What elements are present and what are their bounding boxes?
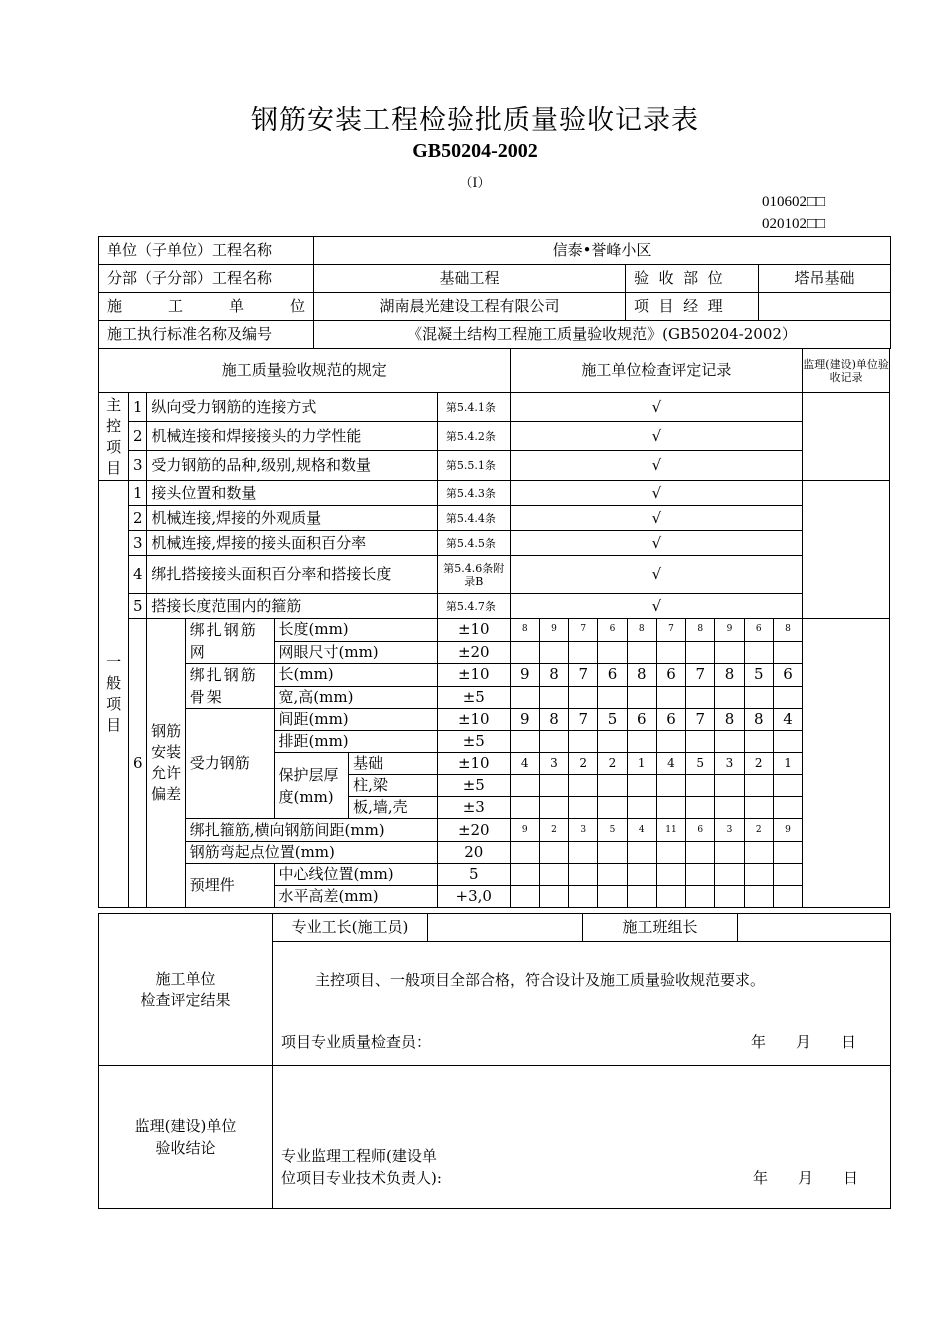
measured-value: 8 xyxy=(686,619,715,642)
measured-value xyxy=(744,641,773,664)
measured-value xyxy=(656,797,685,819)
tolerance-label: 钢筋安装允许偏差 xyxy=(147,619,185,908)
measured-value xyxy=(627,842,656,864)
measured-value xyxy=(510,641,539,664)
tol-value: ±20 xyxy=(437,819,510,842)
measured-value xyxy=(627,641,656,664)
measured-value xyxy=(686,686,715,709)
supervisor-header: 监理(建设)单位验收记录 xyxy=(803,349,890,393)
measured-value xyxy=(627,886,656,908)
measured-value xyxy=(656,864,685,886)
general-item-result: √ xyxy=(510,481,803,506)
measured-value: 7 xyxy=(656,619,685,642)
main-item-clause: 第5.5.1条 xyxy=(437,451,510,481)
tol-item-name: 长度(mm) xyxy=(274,619,437,642)
measured-value xyxy=(598,641,627,664)
measured-value: 1 xyxy=(773,753,802,775)
measured-value xyxy=(539,775,568,797)
measured-value: 8 xyxy=(539,664,568,687)
measured-value xyxy=(715,864,744,886)
measured-value xyxy=(656,731,685,753)
measured-value: 9 xyxy=(510,709,539,731)
measured-value xyxy=(598,864,627,886)
measured-value xyxy=(686,731,715,753)
mesh-group-label: 绑扎钢筋网 xyxy=(185,619,274,664)
measured-value xyxy=(715,731,744,753)
supervisor-date: 年 月 日 xyxy=(753,1169,859,1187)
cover-group-label: 保护层厚度(mm) xyxy=(274,753,349,819)
measured-value xyxy=(656,686,685,709)
tol-value: 20 xyxy=(437,842,510,864)
general-items-label: 一般项目 xyxy=(99,481,129,908)
tol-item-name: 绑扎箍筋,横向钢筋间距(mm) xyxy=(185,819,437,842)
measured-value: 7 xyxy=(686,709,715,731)
measured-value xyxy=(569,775,598,797)
measured-value xyxy=(569,686,598,709)
foreman-value xyxy=(428,914,583,942)
measured-value xyxy=(598,731,627,753)
measured-value: 9 xyxy=(539,619,568,642)
measured-value xyxy=(686,886,715,908)
measured-value xyxy=(744,775,773,797)
measured-value xyxy=(539,886,568,908)
tol-value: ±10 xyxy=(437,664,510,687)
measured-value xyxy=(539,842,568,864)
general-item-result: √ xyxy=(510,531,803,556)
measured-value: 5 xyxy=(598,819,627,842)
measured-value xyxy=(510,731,539,753)
general-item-result: √ xyxy=(510,506,803,531)
general-item-name: 接头位置和数量 xyxy=(147,481,438,506)
tol-value: ±20 xyxy=(437,641,510,664)
measured-value: 2 xyxy=(744,753,773,775)
measured-value: 2 xyxy=(569,753,598,775)
general-item-result: √ xyxy=(510,556,803,594)
measured-value: 3 xyxy=(715,819,744,842)
measured-value xyxy=(569,797,598,819)
part-value: 塔吊基础 xyxy=(759,265,891,293)
contractor-conclusion: 主控项目、一般项目全部合格，符合设计及施工质量验收规范要求。 xyxy=(315,971,766,989)
measured-value xyxy=(656,641,685,664)
measured-value xyxy=(510,842,539,864)
measured-value: 4 xyxy=(627,819,656,842)
contractor-result-line2: 检查评定结果 xyxy=(140,990,231,1009)
measured-value: 6 xyxy=(773,664,802,687)
general-item-clause: 第5.4.6条附录B xyxy=(437,556,510,594)
tol-value: ±10 xyxy=(437,619,510,642)
measured-value xyxy=(686,864,715,886)
main-item-clause: 第5.4.1条 xyxy=(437,393,510,422)
measured-value: 7 xyxy=(569,619,598,642)
measured-value: 4 xyxy=(510,753,539,775)
measured-value xyxy=(627,686,656,709)
tol-item-name: 板,墙,壳 xyxy=(349,797,438,819)
measured-value xyxy=(686,842,715,864)
measured-value xyxy=(773,775,802,797)
measured-value xyxy=(773,797,802,819)
contractor-result-line1: 施工单位 xyxy=(155,969,216,988)
measured-value xyxy=(539,797,568,819)
measured-value xyxy=(598,797,627,819)
measured-value xyxy=(510,886,539,908)
measured-value: 4 xyxy=(773,709,802,731)
general-item-name: 机械连接,焊接的外观质量 xyxy=(147,506,438,531)
main-item-name: 纵向受力钢筋的连接方式 xyxy=(147,393,438,422)
form-number: （Ⅰ） xyxy=(459,176,491,191)
measured-value xyxy=(627,731,656,753)
tol-value: ±5 xyxy=(437,775,510,797)
main-item-result: √ xyxy=(510,393,803,422)
contractor-value: 湖南晨光建设工程有限公司 xyxy=(314,293,626,321)
result-table xyxy=(98,913,891,1209)
measured-value: 6 xyxy=(656,709,685,731)
main-item-name: 机械连接和焊接接头的力学性能 xyxy=(147,422,438,451)
tol-value: 5 xyxy=(437,864,510,886)
measured-value xyxy=(715,775,744,797)
main-item-no: 2 xyxy=(129,422,147,451)
tol-item-name: 间距(mm) xyxy=(274,709,437,731)
rebar-group-label: 受力钢筋 xyxy=(185,709,274,819)
part-label: 验 收 部 位 xyxy=(626,265,759,293)
code-line-1: 010602□□ xyxy=(762,194,826,210)
tol-item-name: 钢筋弯起点位置(mm) xyxy=(185,842,437,864)
main-item-result: √ xyxy=(510,422,803,451)
general-item-no: 5 xyxy=(129,594,147,619)
tol-item-name: 基础 xyxy=(349,753,438,775)
measured-value xyxy=(539,864,568,886)
measured-value: 2 xyxy=(539,819,568,842)
tol-value: ±10 xyxy=(437,753,510,775)
contractor-label: 施 工 单 位 xyxy=(107,297,305,315)
general-item-no: 4 xyxy=(129,556,147,594)
tol-value: ±10 xyxy=(437,709,510,731)
main-item-result: √ xyxy=(510,451,803,481)
inspection-table xyxy=(98,348,890,908)
measured-value xyxy=(715,886,744,908)
measured-value xyxy=(569,842,598,864)
general-item-clause: 第5.4.5条 xyxy=(437,531,510,556)
measured-value xyxy=(539,731,568,753)
code-line-2: 020102□□ xyxy=(762,216,826,232)
measured-value xyxy=(715,686,744,709)
measured-value xyxy=(773,842,802,864)
tol-item-name: 排距(mm) xyxy=(274,731,437,753)
unit-name-value: 信泰•誉峰小区 xyxy=(314,237,891,265)
manager-value xyxy=(759,293,891,321)
general-item-name: 机械连接,焊接的接头面积百分率 xyxy=(147,531,438,556)
general-item-no: 3 xyxy=(129,531,147,556)
form-title: 钢筋安装工程检验批质量验收记录表 xyxy=(251,105,699,136)
measured-value: 9 xyxy=(510,664,539,687)
supervisor-result-label xyxy=(99,1066,273,1209)
team-leader-value xyxy=(738,914,891,942)
main-item-no: 3 xyxy=(129,451,147,481)
measured-value: 3 xyxy=(715,753,744,775)
measured-value xyxy=(744,731,773,753)
supervisor-result-line2: 验收结论 xyxy=(155,1139,216,1157)
tolerance-supervisor-cell xyxy=(803,619,890,908)
measured-value: 5 xyxy=(686,753,715,775)
general-item-result: √ xyxy=(510,594,803,619)
foreman-label: 专业工长(施工员) xyxy=(273,914,428,942)
measured-value: 11 xyxy=(656,819,685,842)
measured-value: 5 xyxy=(598,709,627,731)
measured-value xyxy=(510,686,539,709)
measured-value xyxy=(686,797,715,819)
measured-value xyxy=(539,641,568,664)
general-item-no: 2 xyxy=(129,506,147,531)
measured-value: 6 xyxy=(656,664,685,687)
record-header: 施工单位检查评定记录 xyxy=(510,349,803,393)
measured-value xyxy=(686,775,715,797)
measured-value: 2 xyxy=(744,819,773,842)
measured-value xyxy=(773,886,802,908)
measured-value: 8 xyxy=(715,664,744,687)
standard-value: 《混凝土结构工程施工质量验收规范》(GB50204-2002） xyxy=(314,321,891,349)
measured-value: 8 xyxy=(539,709,568,731)
general-item-no: 1 xyxy=(129,481,147,506)
measured-value: 6 xyxy=(598,664,627,687)
measured-value: 6 xyxy=(627,709,656,731)
measured-value xyxy=(686,641,715,664)
unit-name-label: 单位（子单位）工程名称 xyxy=(99,237,314,265)
measured-value: 4 xyxy=(656,753,685,775)
tol-value: ±3 xyxy=(437,797,510,819)
measured-value: 1 xyxy=(627,753,656,775)
measured-value xyxy=(627,775,656,797)
measured-value xyxy=(715,641,744,664)
measured-value xyxy=(656,775,685,797)
standard-code: GB50204-2002 xyxy=(412,140,538,162)
supervisor-result-body xyxy=(273,1066,891,1209)
team-leader-label: 施工班组长 xyxy=(583,914,738,942)
manager-label: 项 目 经 理 xyxy=(626,293,759,321)
measured-value xyxy=(773,686,802,709)
measured-value: 9 xyxy=(715,619,744,642)
measured-value: 8 xyxy=(715,709,744,731)
tol-value: ±5 xyxy=(437,731,510,753)
supervisor-result-line1: 监理(建设)单位 xyxy=(134,1117,237,1135)
measured-value xyxy=(598,886,627,908)
measured-value xyxy=(744,842,773,864)
measured-value xyxy=(744,864,773,886)
measured-value xyxy=(656,842,685,864)
measured-value: 7 xyxy=(569,664,598,687)
contractor-result-label xyxy=(99,914,273,1066)
tol-item-name: 中心线位置(mm) xyxy=(274,864,437,886)
measured-value xyxy=(598,775,627,797)
tol-value: ±5 xyxy=(437,686,510,709)
measured-value xyxy=(744,797,773,819)
tol-value: +3,0 xyxy=(437,886,510,908)
measured-value: 2 xyxy=(598,753,627,775)
measured-value: 8 xyxy=(744,709,773,731)
sub-name-label: 分部（子分部）工程名称 xyxy=(99,265,314,293)
measured-value xyxy=(627,864,656,886)
measured-value: 6 xyxy=(686,819,715,842)
spec-header: 施工质量验收规范的规定 xyxy=(99,349,511,393)
measured-value xyxy=(773,641,802,664)
measured-value xyxy=(773,864,802,886)
measured-value: 8 xyxy=(773,619,802,642)
measured-value: 7 xyxy=(569,709,598,731)
measured-value: 9 xyxy=(773,819,802,842)
general-item-clause: 第5.4.3条 xyxy=(437,481,510,506)
supervisor-engineer-line2: 位项目专业技术负责人): xyxy=(281,1169,442,1187)
tol-item-name: 网眼尺寸(mm) xyxy=(274,641,437,664)
general-item-clause: 第5.4.7条 xyxy=(437,594,510,619)
contractor-date: 年 月 日 xyxy=(751,1033,857,1051)
measured-value xyxy=(569,731,598,753)
tol-item-name: 水平高差(mm) xyxy=(274,886,437,908)
header-table xyxy=(98,236,891,349)
main-supervisor-cell xyxy=(803,393,890,481)
general-item-name: 绑扎搭接接头面积百分率和搭接长度 xyxy=(147,556,438,594)
measured-value xyxy=(510,775,539,797)
measured-value xyxy=(715,797,744,819)
tolerance-item-no: 6 xyxy=(129,619,147,908)
measured-value xyxy=(510,797,539,819)
measured-value xyxy=(744,886,773,908)
measured-value xyxy=(773,731,802,753)
measured-value: 3 xyxy=(539,753,568,775)
tol-item-name: 宽,高(mm) xyxy=(274,686,437,709)
measured-value xyxy=(539,686,568,709)
tol-item-name: 长(mm) xyxy=(274,664,437,687)
measured-value: 6 xyxy=(744,619,773,642)
measured-value: 9 xyxy=(510,819,539,842)
measured-value: 8 xyxy=(510,619,539,642)
measured-value xyxy=(510,864,539,886)
main-item-no: 1 xyxy=(129,393,147,422)
measured-value: 3 xyxy=(569,819,598,842)
contractor-result-body xyxy=(273,942,891,1066)
measured-value: 8 xyxy=(627,664,656,687)
general-supervisor-cell xyxy=(803,481,890,619)
supervisor-engineer-line1: 专业监理工程师(建设单 xyxy=(281,1147,437,1165)
measured-value xyxy=(744,686,773,709)
inspector-label: 项目专业质量检查员： xyxy=(281,1033,432,1051)
embed-group-label: 预埋件 xyxy=(185,864,274,908)
measured-value xyxy=(569,641,598,664)
general-item-name: 搭接长度范围内的箍筋 xyxy=(147,594,438,619)
standard-label: 施工执行标准名称及编号 xyxy=(99,321,314,349)
measured-value xyxy=(569,864,598,886)
measured-value xyxy=(569,886,598,908)
measured-value xyxy=(598,842,627,864)
main-item-name: 受力钢筋的品种,级别,规格和数量 xyxy=(147,451,438,481)
frame-group-label: 绑扎钢筋骨架 xyxy=(185,664,274,709)
measured-value xyxy=(715,842,744,864)
measured-value xyxy=(598,686,627,709)
measured-value: 8 xyxy=(627,619,656,642)
general-item-clause: 第5.4.4条 xyxy=(437,506,510,531)
tol-item-name: 柱,梁 xyxy=(349,775,438,797)
main-item-clause: 第5.4.2条 xyxy=(437,422,510,451)
measured-value: 7 xyxy=(686,664,715,687)
sub-name-value: 基础工程 xyxy=(314,265,626,293)
measured-value: 6 xyxy=(598,619,627,642)
main-items-label: 主控项目 xyxy=(99,393,129,481)
measured-value xyxy=(656,886,685,908)
measured-value: 5 xyxy=(744,664,773,687)
measured-value xyxy=(627,797,656,819)
